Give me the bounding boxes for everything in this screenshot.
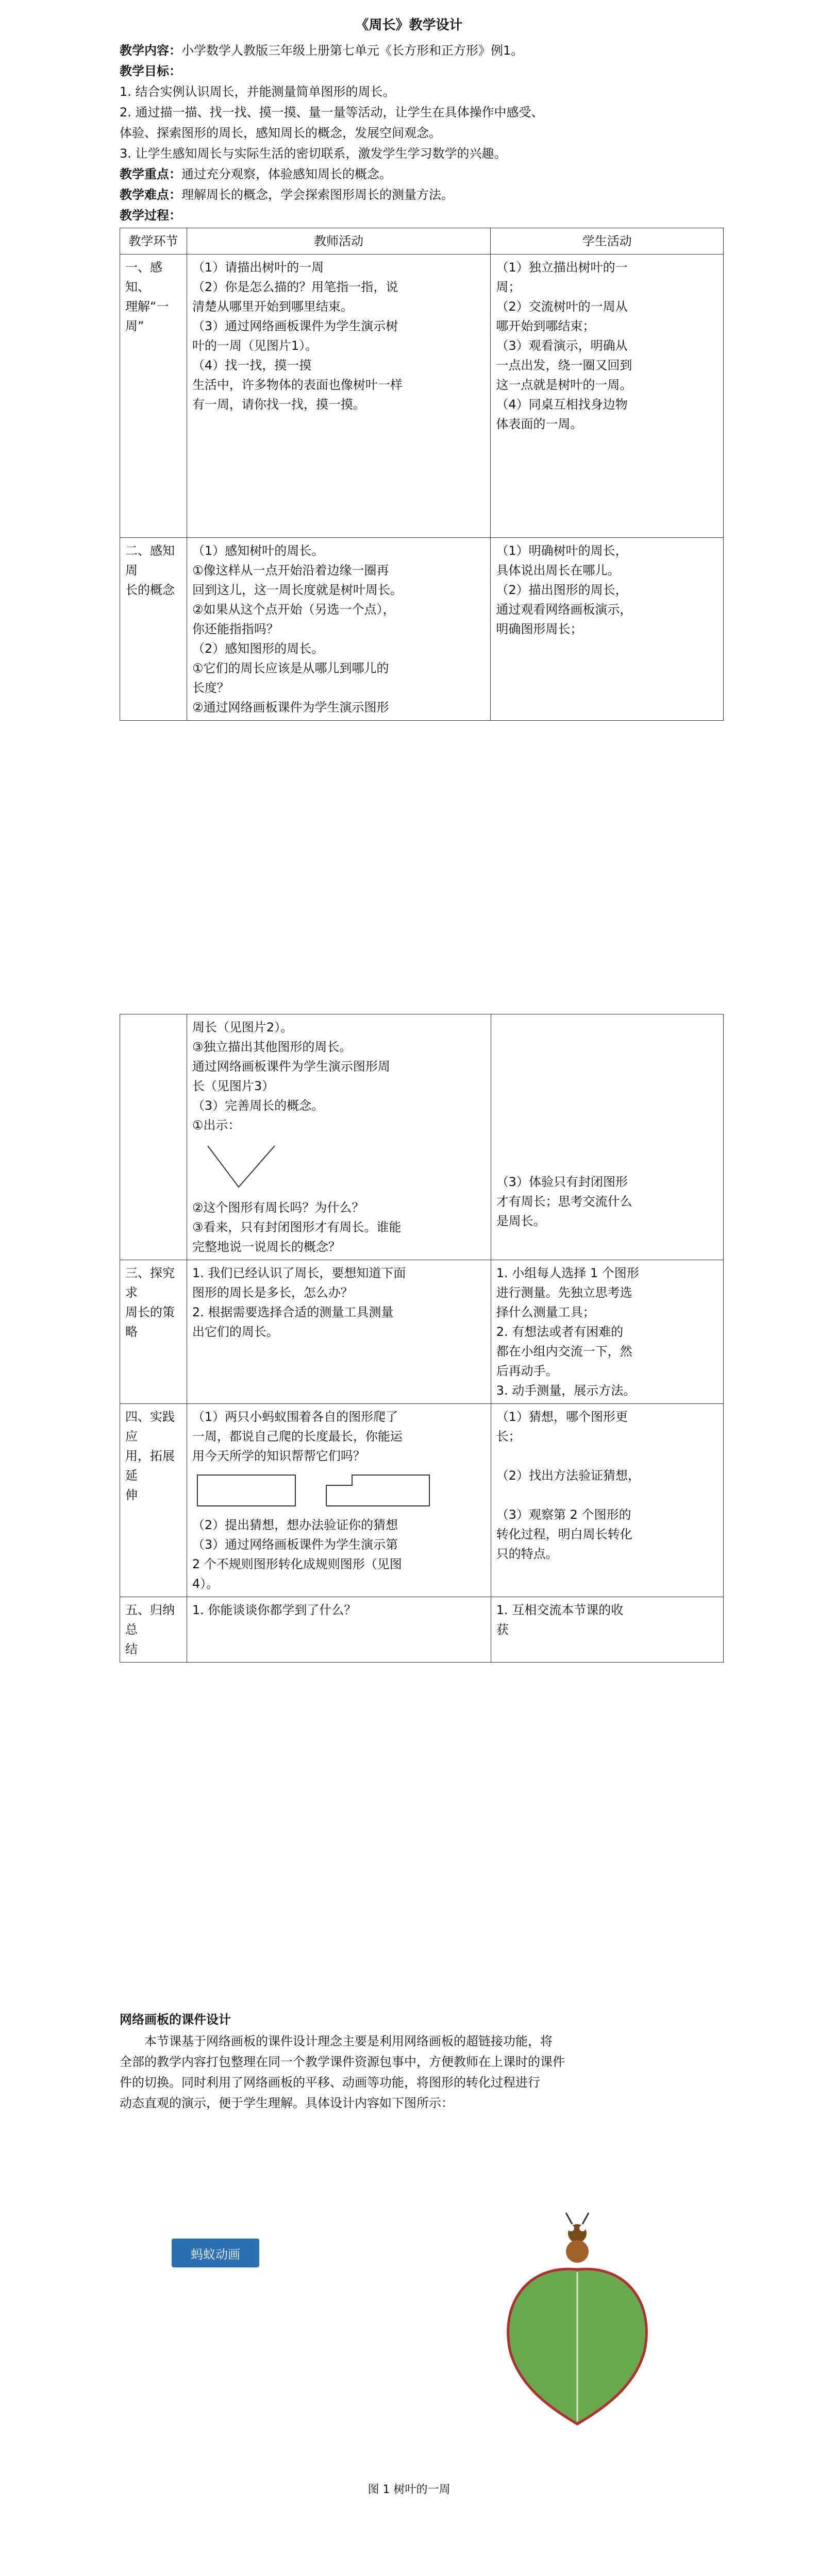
table-row: [120, 1014, 724, 1260]
student-line: 是周长。: [496, 1214, 546, 1228]
stage-line: 理解“一周”: [125, 299, 169, 333]
ant-icon: [566, 2213, 589, 2263]
student-line: （2）找出方法验证猜想，: [496, 1468, 640, 1483]
teacher-line: 1. 我们已经认识了周长，要想知道下面: [192, 1266, 406, 1280]
student-line: 后再动手。: [496, 1364, 558, 1378]
teacher-line: ②如果从这个点开始（另选一个点），: [192, 602, 395, 617]
student-line: （2）交流树叶的一周从: [496, 299, 628, 314]
courseware-paragraph-line: 本节课基于网络画板的课件设计理念主要是利用网络画板的超链接功能，将: [144, 2034, 553, 2048]
table-row: [120, 1404, 724, 1597]
stage-line: 结: [125, 1642, 138, 1656]
student-line: 都在小组内交流一下，然: [496, 1344, 632, 1359]
table-row: [120, 538, 724, 721]
courseware-heading: 网络画板的课件设计: [120, 2012, 231, 2027]
student-line: 进行测量。先独立思考选: [496, 1285, 632, 1300]
student-line: 这一点就是树叶的一周。: [496, 378, 632, 392]
key-label: 教学重点：: [120, 167, 181, 181]
student-cell: [491, 1404, 723, 1597]
student-line: 转化过程，明白周长转化: [496, 1527, 632, 1541]
difficult-label: 教学难点：: [120, 188, 181, 202]
teacher-line: 长（见图片3）: [192, 1079, 275, 1093]
teacher-line: 4）。: [192, 1577, 219, 1591]
teacher-line: 通过网络画板课件为学生演示图形周: [192, 1059, 390, 1074]
student-line: 3. 动手测量，展示方法。: [496, 1383, 636, 1398]
stage-line: 五、归纳总: [125, 1603, 175, 1637]
teacher-cell: [187, 1014, 491, 1260]
stage-cell: [120, 1260, 187, 1404]
teacher-line: ①像这样从一点开始沿着边缘一圈再: [192, 563, 389, 578]
teacher-line: ③看来，只有封闭图形才有周长。谁能: [192, 1220, 402, 1234]
stage-line: 一、感知、: [125, 260, 162, 294]
student-line: 择什么测量工具；: [496, 1305, 595, 1319]
student-line: 明确图形周长；: [496, 622, 583, 636]
ant-animation-button[interactable]: 蚂蚁动画: [172, 2239, 259, 2267]
stage-cell: [120, 1014, 187, 1260]
teacher-line: （4）找一找，摸一摸: [192, 358, 312, 372]
teacher-line: （1）请描出树叶的一周: [192, 260, 324, 275]
student-line: （1）明确树叶的周长，: [496, 544, 628, 558]
teacher-line: （3）通过网络画板课件为学生演示树: [192, 319, 398, 333]
open-angle-figure: [203, 1138, 280, 1195]
teaching-content-label: 教学内容：: [120, 43, 181, 58]
student-line: 长；: [496, 1429, 521, 1444]
student-line: 2. 有想法或者有困难的: [496, 1325, 624, 1339]
teaching-key: [120, 164, 728, 184]
teacher-line: 出它们的周长。: [192, 1325, 279, 1339]
teaching-goals-label: 教学目标：: [120, 64, 181, 78]
stage-line: 三、探究求: [125, 1266, 175, 1300]
stage-cell: [120, 1404, 187, 1597]
lesson-table-part2: [120, 1014, 724, 1663]
teacher-line: 生活中，许多物体的表面也像树叶一样: [192, 378, 403, 392]
document-title: 《周长》教学设计: [355, 18, 463, 33]
teacher-line: 回到这儿，这一周长度就是树叶周长。: [192, 583, 403, 597]
key-text: 通过充分观察，体验感知周长的概念。: [181, 167, 392, 181]
teacher-line: 长度？: [192, 681, 229, 695]
student-line: 获: [496, 1622, 509, 1637]
student-line: （3）体验只有封闭图形: [496, 1175, 628, 1189]
header-teacher: 教师活动: [187, 228, 490, 255]
goal-line: 1. 结合实例认识周长，并能测量简单图形的周长。: [120, 84, 395, 99]
student-line: 通过观看网络画板演示，: [496, 602, 632, 617]
student-line: 哪开始到哪结束；: [496, 319, 595, 333]
process-label: 教学过程：: [120, 208, 181, 223]
teacher-line: 1. 你能谈谈你都学到了什么？: [192, 1603, 357, 1617]
student-line: 1. 小组每人选择 1 个图形: [496, 1266, 639, 1280]
student-cell: [491, 1014, 723, 1260]
table-row: [120, 1260, 724, 1404]
leaf-figure: [495, 2202, 660, 2429]
table-row: [120, 255, 724, 538]
stage-line: 四、实践应: [125, 1410, 175, 1444]
student-line: （3）观看演示，明确从: [496, 338, 628, 353]
student-line: （1）猜想，哪个图形更: [496, 1410, 628, 1424]
goal-line: 体验、探索图形的周长，感知周长的概念，发展空间观念。: [120, 126, 441, 140]
student-line: （3）观察第 2 个图形的: [496, 1507, 631, 1522]
teacher-cell: [187, 1260, 491, 1404]
teacher-line: ①它们的周长应该是从哪儿到哪儿的: [192, 661, 389, 675]
teacher-line: （2）感知图形的周长。: [192, 641, 324, 656]
stage-cell: [120, 1597, 187, 1663]
difficult-text: 理解周长的概念，学会探索图形周长的测量方法。: [181, 188, 454, 202]
teacher-line: （3）通过网络画板课件为学生演示第: [192, 1537, 398, 1552]
teacher-line: ②通过网络画板课件为学生演示图形: [192, 700, 389, 715]
teacher-cell: [187, 255, 490, 538]
teacher-line: 2 个不规则图形转化成规则图形（见图: [192, 1557, 402, 1571]
teacher-line: 图形的周长是多长，怎么办？: [192, 1285, 353, 1300]
teacher-line: （1）感知树叶的周长。: [192, 544, 324, 558]
teacher-line: （2）提出猜想，想办法验证你的猜想: [192, 1518, 398, 1532]
student-line: 一点出发，绕一圈又回到: [496, 358, 632, 372]
teacher-line: 2. 根据需要选择合适的测量工具测量: [192, 1305, 394, 1319]
stage-line: 二、感知周: [125, 544, 175, 578]
courseware-paragraph-line: 全部的教学内容打包整理在同一个教学课件资源包事中，方便教师在上课时的课件: [120, 2055, 565, 2069]
teacher-line: （1）两只小蚂蚁围着各自的图形爬了: [192, 1410, 398, 1424]
student-cell: [491, 538, 724, 721]
courseware-paragraph-line: 动态直观的演示，便于学生理解。具体设计内容如下图所示：: [120, 2096, 454, 2110]
teacher-cell: [187, 1404, 491, 1597]
courseware-paragraph-line: 件的切换。同时利用了网络画板的平移、动画等功能，将图形的转化过程进行: [120, 2075, 540, 2090]
stage-line: 伸: [125, 1488, 138, 1502]
stage-cell: [120, 255, 187, 538]
teacher-line: 叶的一周（见图片1）。: [192, 338, 318, 353]
teacher-cell: [187, 1597, 491, 1663]
student-line: 体表面的一周。: [496, 417, 583, 431]
teacher-line: 清楚从哪里开始到哪里结束。: [192, 299, 353, 314]
teacher-line: ①出示：: [192, 1118, 241, 1132]
teacher-line: （3）完善周长的概念。: [192, 1098, 324, 1113]
teaching-content: [120, 40, 728, 61]
lesson-table-part1: [120, 228, 724, 721]
triangle-figure: [423, 2545, 660, 2576]
stage-line: 用，拓展延: [125, 1449, 175, 1483]
teacher-cell: [187, 538, 490, 721]
student-line: 才有周长；思考交流什么: [496, 1194, 632, 1209]
teacher-line: 你还能指指吗？: [192, 622, 279, 636]
student-cell: [491, 1260, 723, 1404]
student-cell: [491, 255, 724, 538]
teacher-line: 周长（见图片2）。: [192, 1020, 293, 1035]
stage-cell: [120, 538, 187, 721]
teacher-line: 用今天所学的知识帮帮它们吗？: [192, 1449, 365, 1463]
stage-line: 周长的策略: [125, 1305, 175, 1339]
teacher-line: 一周，都说自己爬的长度最长，你能运: [192, 1429, 403, 1444]
header-stage: 教学环节: [120, 228, 187, 255]
student-line: 周；: [496, 280, 521, 294]
header-student: 学生活动: [491, 228, 724, 255]
figure1-caption: 图 1 树叶的一周: [368, 2483, 450, 2496]
teacher-line: 有一周，请你找一找，摸一摸。: [192, 397, 365, 412]
table-row: [120, 1597, 724, 1663]
table-header-row: [120, 228, 724, 255]
teaching-difficult: [120, 184, 728, 205]
student-line: （1）独立描出树叶的一: [496, 260, 628, 275]
student-line: （2）描出图形的周长，: [496, 583, 628, 597]
goal-line: 2. 通过描一描、找一找、摸一摸、量一量等活动，让学生在具体操作中感受、: [120, 105, 544, 120]
student-line: 具体说出周长在哪儿。: [496, 563, 620, 578]
teaching-content-text: 小学数学人教版三年级上册第七单元《长方形和正方形》例1。: [181, 43, 524, 58]
student-line: （4）同桌互相找身边物: [496, 397, 628, 412]
goal-line: 3. 让学生感知周长与实际生活的密切联系，激发学生学习数学的兴趣。: [120, 146, 507, 161]
teacher-line: （2）你是怎么描的？用笔指一指，说: [192, 280, 398, 294]
stage-line: 长的概念: [125, 583, 175, 597]
student-line: 只的特点。: [496, 1547, 558, 1561]
two-shapes-figure: [192, 1470, 440, 1511]
teacher-line: ②这个图形有周长吗？为什么？: [192, 1200, 364, 1215]
student-line: 1. 互相交流本节课的收: [496, 1603, 624, 1617]
student-cell: [491, 1597, 723, 1663]
teacher-line: ③独立描出其他图形的周长。: [192, 1040, 352, 1054]
teacher-line: 完整地说一说周长的概念？: [192, 1240, 341, 1254]
